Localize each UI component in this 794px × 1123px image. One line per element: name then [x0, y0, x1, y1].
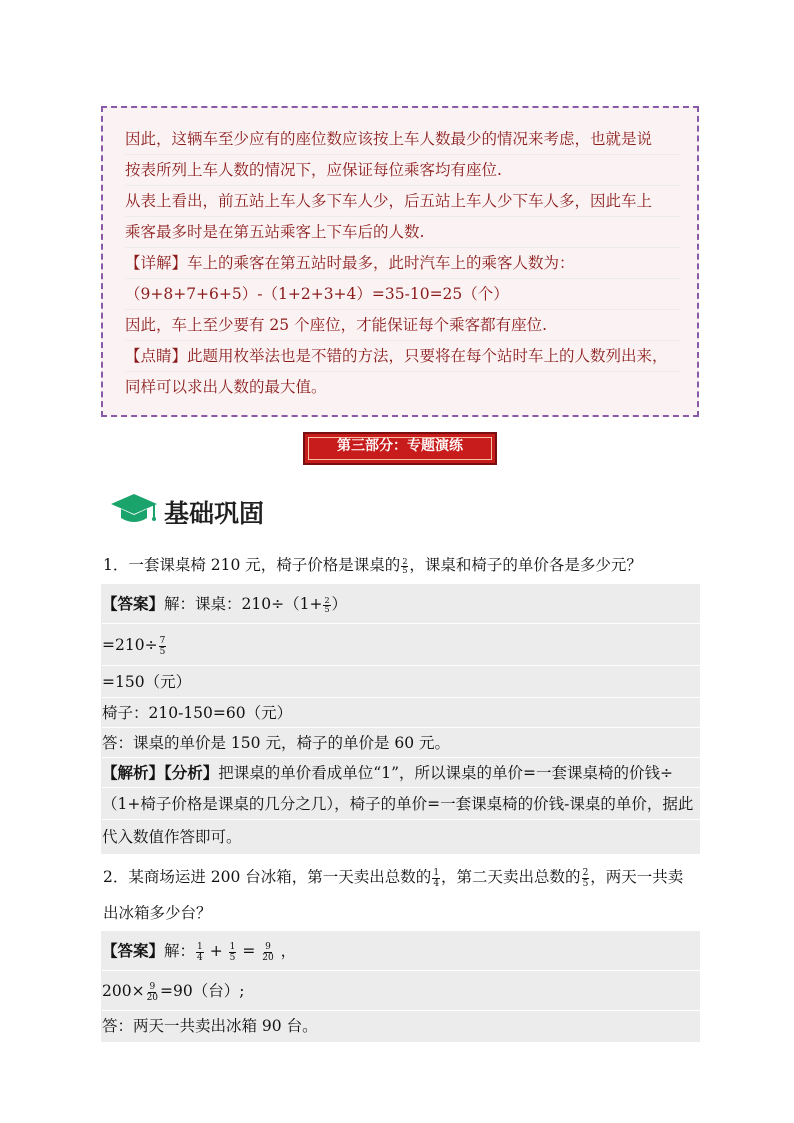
banner-label: 第三部分：专题演练 [337, 438, 463, 454]
fraction: $\frac{2}{5}$ [324, 595, 330, 614]
question-2: 2．某商场运进 200 台冰箱，第一天卖出总数的 $\frac{1}{4}$ ，第二天卖出总数的 $\frac{2}{5}$ ，两天一共卖 [103, 867, 684, 889]
fraction: $\frac{1}{4}$ [433, 867, 440, 889]
section-title: 基础巩固 [164, 499, 265, 528]
fraction: $\frac{9}{20}$ [262, 941, 274, 963]
answer-line: 【答案】解： $\frac{1}{4}$ + $\frac{1}{5}$ = $\frac{9}{20}$ ， [102, 931, 700, 971]
question-2-line2: 出冰箱多少台？ [103, 904, 212, 922]
answer-line: 答：两天一共卖出冰箱 90 台。 [102, 1017, 318, 1035]
fraction: $\frac{2}{5}$ [582, 867, 589, 889]
fraction: $\frac{7}{5}$ [159, 635, 166, 657]
fraction: $\frac{9}{20}$ [146, 981, 159, 1003]
analysis-line: 从表上看出，前五站上车人多下车人少，后五站上车人少下车人多，因此车上 [125, 186, 681, 217]
answer-line: 答：课桌的单价是 150 元，椅子的单价是 60 元。 [102, 728, 700, 758]
answer-block-1 [101, 584, 700, 854]
answer-line: =210÷ $\frac{7}{5}$ [102, 624, 700, 666]
fraction: $\frac{1}{4}$ [197, 941, 203, 963]
analysis-box [101, 106, 699, 417]
analysis-line: 因此，这辆车至少应有的座位数应该按上车人数最少的情况来考虑，也就是说 [125, 124, 681, 155]
answer-line: 200× $\frac{9}{20}$ =90（台）; [102, 971, 700, 1011]
answer-line: =150（元） [102, 666, 700, 698]
explanation-line: 【解析】【分析】把课桌的单价看成单位“1”，所以课桌的单价=一套课桌椅的价钱÷ [102, 758, 700, 788]
graduation-cap-icon [110, 492, 158, 526]
section-banner [303, 432, 497, 465]
analysis-line-remark [125, 341, 681, 372]
question-1: 1．一套课桌椅 210 元，椅子价格是课桌的 $\frac{2}{5}$ ，课桌和椅子的单价各是多少元？ [103, 556, 642, 575]
analysis-line: 同样可以求出人数的最大值。 [125, 378, 327, 396]
fraction: $\frac{1}{5}$ [229, 941, 236, 963]
answer-line: 椅子：210-150=60（元） [102, 698, 700, 728]
remark-tag: 【点睛】 [125, 347, 188, 365]
analysis-line: 按表所列上车人数的情况下，应保证每位乘客均有座位. [125, 155, 681, 186]
explanation-line: （1+椅子价格是课桌的几分之几），椅子的单价=一套课桌椅的价钱-课桌的单价，据此 [102, 788, 700, 820]
detail-text: 车上的乘客在第五站时最多，此时汽车上的乘客人数为： [187, 254, 575, 272]
analysis-line: 因此，车上至少要有 25 个座位，才能保证每个乘客都有座位. [125, 310, 681, 341]
answer-line: 【答案】解：课桌：210÷（1+ $\frac{2}{5}$ ） [102, 584, 700, 624]
analysis-line: （9+8+7+6+5）-（1+2+3+4）=35-10=25（个） [125, 279, 681, 310]
remark-text: 此题用枚举法也是不错的方法，只要将在每个站时车上的人数列出来， [187, 347, 668, 365]
fraction: $\frac{2}{5}$ [402, 556, 408, 575]
detail-tag: 【详解】 [125, 254, 188, 272]
answer-block-2 [101, 931, 700, 1042]
analysis-line-detail [125, 248, 681, 279]
analysis-line: 乘客最多时是在第五站乘客上下车后的人数. [125, 217, 681, 248]
explanation-line: 代入数值作答即可。 [102, 828, 242, 846]
